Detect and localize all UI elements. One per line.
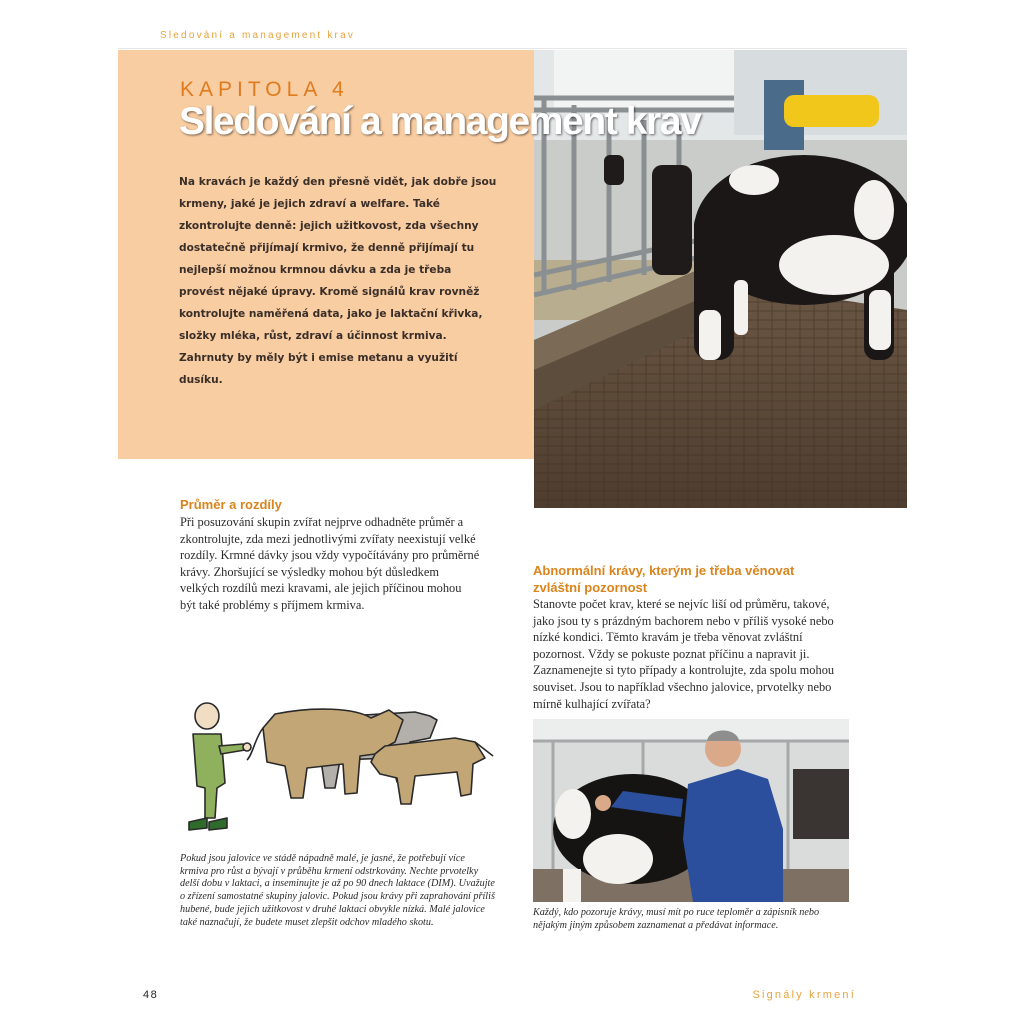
chapter-label: KAPITOLA 4 [180,78,349,101]
section-body-abnormal: Stanovte počet krav, které se nejvíc liší od průměru, takové, jako jsou ty s prázdným bachorem nebo v příliš vysoké nebo nízké kondici. Těmto kravám je třeba věnovat zvláštní pozornost. Vždy se pokuste poznat příčinu a napravit ji. Zaznamenejte si tyto případy a kontrolujte, zda spolu mohou souviset. Jsou to například všechno jalovice, prvotelky nebo mírně kulhající zvířata? [533,597,835,711]
farmer-cows-illustration [175,698,500,838]
section-heading-average: Průměr a rozdíly [180,497,282,512]
chapter-intro: Na kravách je každý den přesně vidět, jak dobře jsou krmeny, jaké je jejich zdraví a welfare. Také zkontrolujte denně: jejich užitkovost, zda všechny dostatečně přijímají krmivo, že denně přijímají tu nejlepší možnou krmnou dávku a zda je třeba provést nějaké úpravy. Kromě signálů krav rovněž kontrolujte naměřená data, jako je laktační křivka, složky mléka, růst, zdraví a účinnost krmiva. Zahrnuty by měly být i emise metanu a využití dusíku. [179,176,497,386]
illustration-caption: Pokud jsou jalovice ve stádě nápadně malé, je jasné, že potřebují více krmiva pro růst a bývají v průběhu krmení odstrkovány. Nechte prvotelky delší dobu v laktaci, a inseminujte je až po 90 dnech laktace (DIM). Uvažujte o zřízení samostatné skupiny jalovic. Pokud jsou krávy při zaprahování příliš hubené, bude jejich užitkovost v druhé laktaci obvykle nízká. Malé jalovice také naznačují, že budete muset zlepšit odchov mladého skotu. [180,853,495,928]
chapter-title: Sledování a management krav [179,100,701,143]
running-footer: Signály krmení [752,989,856,1001]
section-body-average: Při posuzování skupin zvířat nejprve odhadněte průměr a zkontrolujte, zda mezi jednotlivými zvířaty neexistují velké rozdíly. Krmné dávky jsou vždy vypočítávány pro průměrné krávy. Zhoršující se výsledky mohou být důsledkem velkých rozdílů mezi kravami, ale jejich příčinou mohou být také problémy s příjmem krmiva. [180,515,480,612]
section-heading-abnormal: Abnormální krávy, kterým je třeba věnovat zvláštní pozornost [533,563,795,595]
running-header: Sledování a management krav [160,30,356,41]
farmer-photo-caption: Každý, kdo pozoruje krávy, musí mít po ruce teploměr a zápisník nebo nějakým jiným způsobem zaznamenat a předávat informace. [533,907,820,931]
header-rule [118,48,907,49]
page-number: 48 [143,989,159,1001]
farmer-examining-cow-photo [533,719,849,902]
